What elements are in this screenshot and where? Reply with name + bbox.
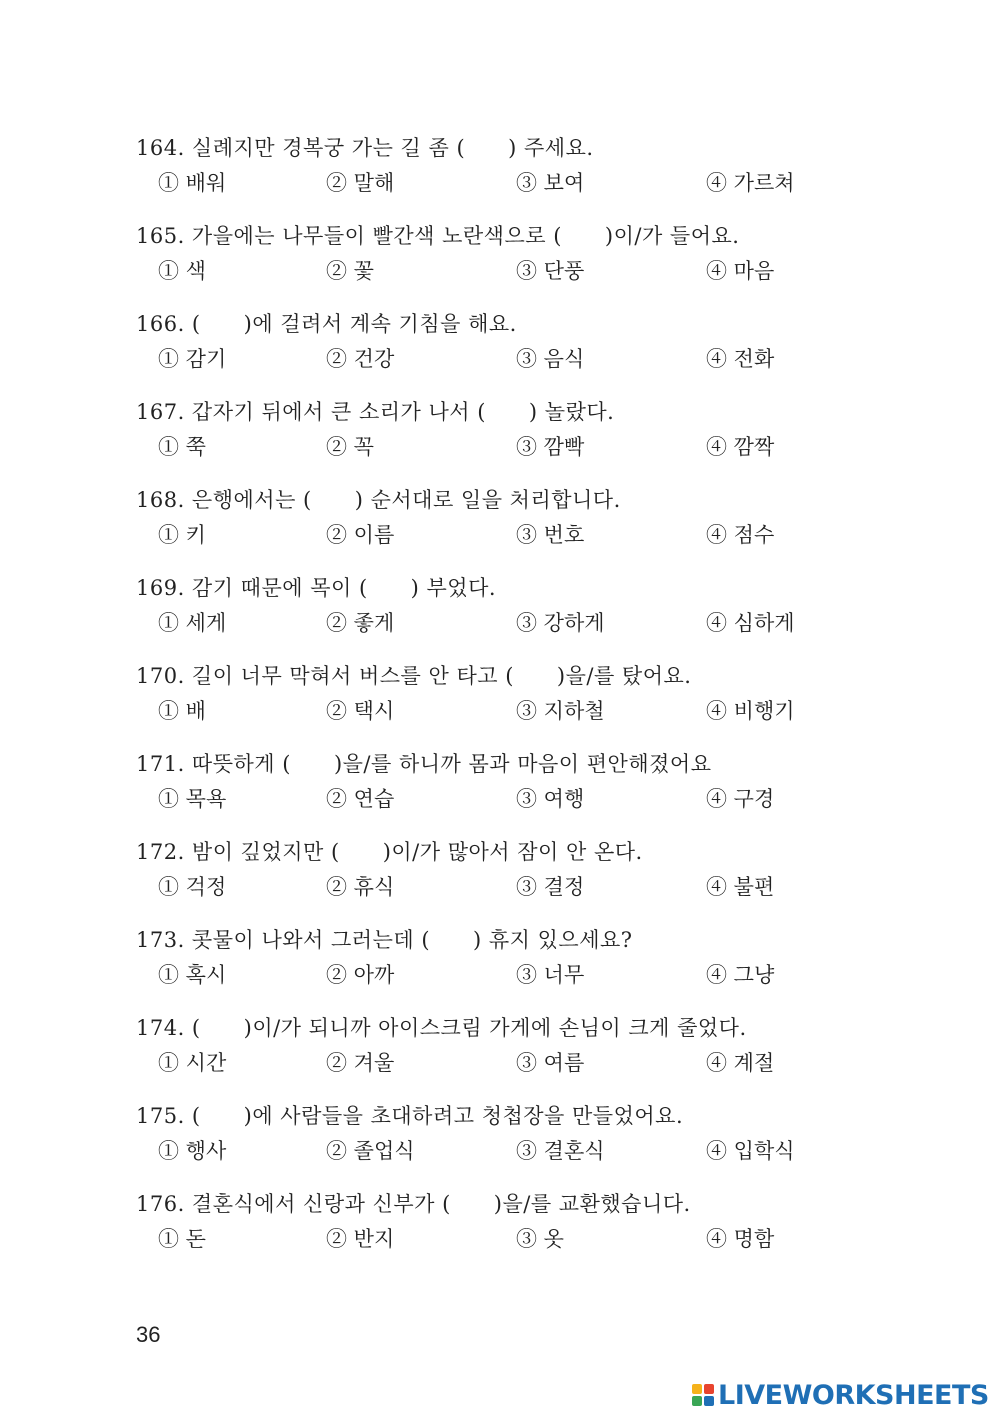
question-item bbox=[136, 1010, 956, 1098]
liveworksheets-logo-icon bbox=[692, 1384, 714, 1406]
question-item bbox=[136, 746, 956, 834]
answer-option[interactable]: ① 행사 bbox=[158, 1139, 227, 1163]
question-stem: 172. 밤이 깊었지만 ( )이/가 많아서 잠이 안 온다. bbox=[136, 840, 643, 864]
answer-options bbox=[136, 1134, 956, 1168]
answer-option[interactable]: ④ 전화 bbox=[706, 347, 775, 371]
question-stem: 173. 콧물이 나와서 그러는데 ( ) 휴지 있으세요? bbox=[136, 928, 633, 952]
answer-option[interactable]: ④ 계절 bbox=[706, 1051, 775, 1075]
answer-option[interactable]: ④ 깜짝 bbox=[706, 435, 775, 459]
answer-options bbox=[136, 1046, 956, 1080]
page-number: 36 bbox=[136, 1322, 161, 1347]
answer-option[interactable]: ③ 번호 bbox=[516, 523, 585, 547]
answer-option[interactable]: ② 졸업식 bbox=[326, 1139, 415, 1163]
question-stem: 169. 감기 때문에 목이 ( ) 부었다. bbox=[136, 576, 497, 600]
answer-option[interactable]: ① 걱정 bbox=[158, 875, 227, 899]
answer-options bbox=[136, 606, 956, 640]
question-stem: 166. ( )에 걸려서 계속 기침을 해요. bbox=[136, 312, 517, 336]
answer-option[interactable]: ② 아까 bbox=[326, 963, 395, 987]
answer-option[interactable]: ② 겨울 bbox=[326, 1051, 395, 1075]
question-item bbox=[136, 658, 956, 746]
answer-options bbox=[136, 166, 956, 200]
answer-option[interactable]: ③ 보여 bbox=[516, 171, 585, 195]
question-item bbox=[136, 922, 956, 1010]
answer-option[interactable]: ② 택시 bbox=[326, 699, 395, 723]
answer-option[interactable]: ④ 점수 bbox=[706, 523, 775, 547]
question-stem: 168. 은행에서는 ( ) 순서대로 일을 처리합니다. bbox=[136, 488, 621, 512]
question-item bbox=[136, 306, 956, 394]
answer-options bbox=[136, 694, 956, 728]
question-stem: 175. ( )에 사람들을 초대하려고 청첩장을 만들었어요. bbox=[136, 1104, 684, 1128]
answer-option[interactable]: ③ 강하게 bbox=[516, 611, 605, 635]
answer-option[interactable]: ① 돈 bbox=[158, 1227, 206, 1251]
question-item bbox=[136, 1098, 956, 1186]
answer-option[interactable]: ② 이름 bbox=[326, 523, 395, 547]
answer-option[interactable]: ② 휴식 bbox=[326, 875, 395, 899]
answer-option[interactable]: ④ 가르쳐 bbox=[706, 171, 795, 195]
answer-option[interactable]: ① 색 bbox=[158, 259, 206, 283]
answer-option[interactable]: ② 연습 bbox=[326, 787, 395, 811]
answer-option[interactable]: ③ 깜빡 bbox=[516, 435, 585, 459]
answer-option[interactable]: ① 배 bbox=[158, 699, 206, 723]
question-item bbox=[136, 218, 956, 306]
answer-option[interactable]: ② 말해 bbox=[326, 171, 395, 195]
question-item bbox=[136, 482, 956, 570]
question-stem: 165. 가을에는 나무들이 빨간색 노란색으로 ( )이/가 들어요. bbox=[136, 224, 740, 248]
answer-options bbox=[136, 870, 956, 904]
question-item bbox=[136, 130, 956, 218]
question-stem: 170. 길이 너무 막혀서 버스를 안 타고 ( )을/를 탔어요. bbox=[136, 664, 692, 688]
watermark-text: LIVEWORKSHEETS bbox=[718, 1379, 989, 1411]
answer-option[interactable]: ④ 비행기 bbox=[706, 699, 795, 723]
answer-option[interactable]: ① 시간 bbox=[158, 1051, 227, 1075]
answer-option[interactable]: ③ 여행 bbox=[516, 787, 585, 811]
answer-option[interactable]: ② 좋게 bbox=[326, 611, 395, 635]
answer-option[interactable]: ① 배워 bbox=[158, 171, 227, 195]
answer-option[interactable]: ④ 심하게 bbox=[706, 611, 795, 635]
answer-options bbox=[136, 254, 956, 288]
answer-option[interactable]: ① 세게 bbox=[158, 611, 227, 635]
answer-option[interactable]: ④ 입학식 bbox=[706, 1139, 795, 1163]
question-stem: 167. 갑자기 뒤에서 큰 소리가 나서 ( ) 놀랐다. bbox=[136, 400, 615, 424]
answer-option[interactable]: ④ 불편 bbox=[706, 875, 775, 899]
answer-option[interactable]: ③ 결정 bbox=[516, 875, 585, 899]
answer-option[interactable]: ③ 단풍 bbox=[516, 259, 585, 283]
question-item bbox=[136, 834, 956, 922]
answer-option[interactable]: ③ 여름 bbox=[516, 1051, 585, 1075]
answer-options bbox=[136, 342, 956, 376]
answer-option[interactable]: ② 꽃 bbox=[326, 259, 374, 283]
answer-option[interactable]: ② 건강 bbox=[326, 347, 395, 371]
answer-option[interactable]: ④ 구경 bbox=[706, 787, 775, 811]
answer-options bbox=[136, 518, 956, 552]
answer-option[interactable]: ① 감기 bbox=[158, 347, 227, 371]
question-item bbox=[136, 1186, 956, 1274]
answer-option[interactable]: ① 혹시 bbox=[158, 963, 227, 987]
answer-option[interactable]: ③ 지하철 bbox=[516, 699, 605, 723]
answer-option[interactable]: ② 반지 bbox=[326, 1227, 395, 1251]
answer-options bbox=[136, 782, 956, 816]
answer-option[interactable]: ② 꼭 bbox=[326, 435, 374, 459]
answer-options bbox=[136, 958, 956, 992]
liveworksheets-watermark bbox=[692, 1378, 989, 1412]
answer-option[interactable]: ① 쭉 bbox=[158, 435, 206, 459]
question-list bbox=[136, 130, 956, 1274]
question-item bbox=[136, 394, 956, 482]
answer-option[interactable]: ④ 마음 bbox=[706, 259, 775, 283]
answer-option[interactable]: ③ 음식 bbox=[516, 347, 585, 371]
answer-options bbox=[136, 1222, 956, 1256]
question-item bbox=[136, 570, 956, 658]
answer-option[interactable]: ④ 그냥 bbox=[706, 963, 775, 987]
answer-option[interactable]: ③ 너무 bbox=[516, 963, 585, 987]
answer-option[interactable]: ① 키 bbox=[158, 523, 206, 547]
question-stem: 176. 결혼식에서 신랑과 신부가 ( )을/를 교환했습니다. bbox=[136, 1192, 691, 1216]
question-stem: 171. 따뜻하게 ( )을/를 하니까 몸과 마음이 편안해졌어요 bbox=[136, 752, 712, 776]
answer-option[interactable]: ③ 옷 bbox=[516, 1227, 564, 1251]
answer-option[interactable]: ③ 결혼식 bbox=[516, 1139, 605, 1163]
question-stem: 164. 실례지만 경복궁 가는 길 좀 ( ) 주세요. bbox=[136, 136, 594, 160]
answer-options bbox=[136, 430, 956, 464]
question-stem: 174. ( )이/가 되니까 아이스크림 가게에 손님이 크게 줄었다. bbox=[136, 1016, 747, 1040]
answer-option[interactable]: ① 목욕 bbox=[158, 787, 227, 811]
answer-option[interactable]: ④ 명함 bbox=[706, 1227, 775, 1251]
